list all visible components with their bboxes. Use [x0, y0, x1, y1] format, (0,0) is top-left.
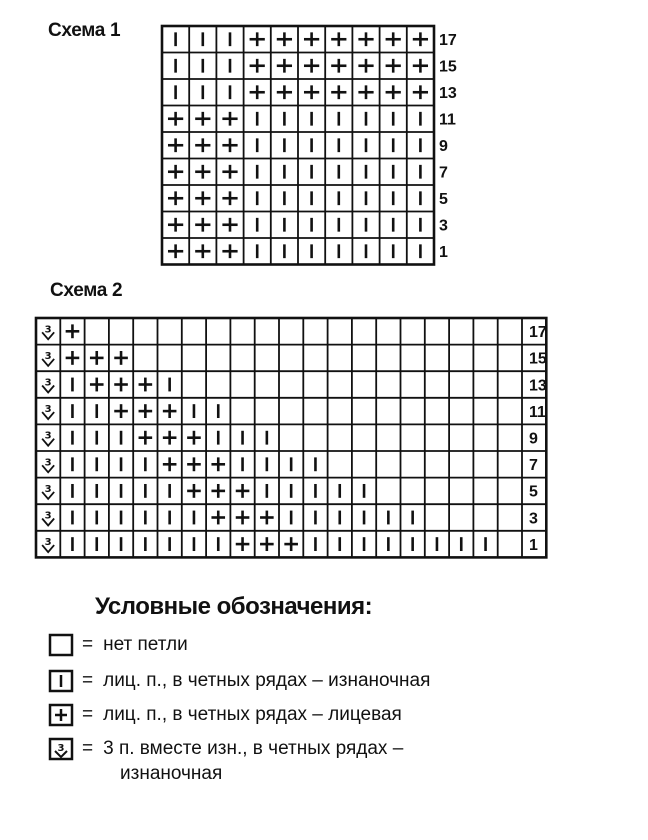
plus-stitch-mark	[331, 32, 346, 46]
row-number-label: 3	[439, 217, 448, 235]
scheme-2-grid	[36, 318, 547, 557]
plus-stitch-mark	[413, 59, 428, 73]
svg-text:3: 3	[44, 350, 52, 362]
legend-text: 3 п. вместе изн., в четных рядах –	[103, 738, 404, 759]
legend-text: нет петли	[103, 634, 188, 655]
plus-stitch-mark	[168, 112, 183, 126]
row-number-label: 15	[529, 350, 547, 368]
plus-stitch-mark	[236, 511, 250, 525]
three-together-mark	[42, 537, 54, 552]
row-number-label: 5	[529, 483, 538, 501]
plus-stitch-mark	[304, 59, 319, 73]
plus-stitch-mark	[236, 484, 250, 498]
plus-stitch-mark	[195, 138, 210, 152]
svg-text:3: 3	[44, 483, 52, 495]
plus-stitch-mark	[195, 112, 210, 126]
plus-stitch-mark	[211, 457, 225, 471]
empty-cell-icon	[48, 633, 74, 657]
plus-stitch-mark	[236, 537, 250, 551]
row-number-label: 1	[529, 536, 538, 554]
plus-stitch-mark	[66, 351, 80, 365]
plus-stitch-mark	[331, 85, 346, 99]
plus-stitch-mark	[222, 218, 237, 232]
svg-text:3: 3	[44, 404, 52, 416]
svg-text:3: 3	[44, 457, 52, 469]
plus-stitch-mark	[187, 431, 201, 445]
plus-stitch-mark	[331, 59, 346, 73]
plus-stitch-mark	[386, 59, 401, 73]
legend-text: лиц. п., в четных рядах – изнаночная	[103, 670, 431, 691]
legend-item-knit	[48, 666, 430, 696]
plus-stitch-mark	[358, 85, 373, 99]
plus-stitch-mark	[211, 511, 225, 525]
plus-stitch-mark	[187, 457, 201, 471]
plus-stitch-mark	[195, 165, 210, 179]
legend-equals: =	[82, 670, 94, 691]
plus-stitch-mark	[358, 32, 373, 46]
plus-stitch-mark	[163, 431, 177, 445]
plus-stitch-mark	[114, 378, 128, 392]
plus-stitch-mark	[304, 85, 319, 99]
plus-stitch-mark	[139, 378, 153, 392]
scheme-2-title: Схема 2	[50, 280, 123, 301]
plus-stitch-mark	[66, 324, 80, 338]
scheme-1-title: Схема 1	[48, 20, 121, 41]
plus-stitch-mark	[304, 32, 319, 46]
legend-item-purl-face	[48, 700, 402, 730]
plus-stitch-mark	[195, 218, 210, 232]
legend-equals: =	[82, 634, 94, 655]
svg-text:3: 3	[44, 377, 52, 389]
plus-stitch-mark	[222, 112, 237, 126]
three-together-mark	[42, 431, 54, 446]
plus-stitch-mark	[277, 59, 292, 73]
three-together-mark	[42, 484, 54, 499]
plus-stitch-mark	[168, 165, 183, 179]
plus-stitch-mark	[195, 244, 210, 258]
plus-stitch-mark	[163, 404, 177, 418]
plus-stitch-mark	[139, 431, 153, 445]
row-number-label: 11	[529, 403, 546, 421]
plus-stitch-mark	[90, 378, 104, 392]
plus-stitch-mark	[114, 351, 128, 365]
legend-item-three-together	[48, 734, 403, 764]
plus-stitch-mark	[222, 244, 237, 258]
legend-text-continuation: изнаночная	[120, 763, 223, 784]
plus-stitch-icon	[48, 703, 74, 727]
svg-text:3: 3	[44, 430, 52, 442]
three-together-mark	[42, 404, 54, 419]
plus-stitch-mark	[187, 484, 201, 498]
legend-item-no-stitch	[48, 630, 188, 660]
legend-title: Условные обозначения:	[95, 593, 373, 620]
three-together-mark	[42, 511, 54, 526]
knit-stitch-icon	[48, 669, 74, 693]
plus-stitch-mark	[139, 404, 153, 418]
row-number-label: 3	[529, 510, 538, 528]
plus-stitch-mark	[250, 59, 265, 73]
plus-stitch-mark	[260, 537, 274, 551]
svg-text:3: 3	[44, 537, 52, 549]
scheme-1-grid	[162, 26, 457, 265]
plus-stitch-mark	[358, 59, 373, 73]
three-together-mark	[42, 378, 54, 393]
row-number-label: 7	[529, 457, 538, 475]
row-number-label: 9	[439, 138, 448, 156]
plus-stitch-mark	[277, 85, 292, 99]
plus-stitch-mark	[250, 32, 265, 46]
plus-stitch-mark	[284, 537, 298, 551]
plus-stitch-mark	[386, 32, 401, 46]
plus-stitch-mark	[413, 85, 428, 99]
plus-stitch-mark	[195, 191, 210, 205]
row-number-label: 17	[529, 324, 547, 342]
three-together-mark	[42, 324, 54, 339]
row-number-label: 15	[439, 58, 457, 76]
plus-stitch-mark	[168, 218, 183, 232]
svg-text:3: 3	[44, 324, 52, 336]
row-number-label: 13	[529, 377, 547, 395]
plus-stitch-mark	[90, 351, 104, 365]
plus-stitch-mark	[211, 484, 225, 498]
row-number-label: 9	[529, 430, 538, 448]
legend-equals: =	[82, 704, 94, 725]
plus-stitch-mark	[413, 32, 428, 46]
three-together-icon	[48, 737, 74, 761]
plus-stitch-mark	[222, 191, 237, 205]
row-number-label: 7	[439, 164, 448, 182]
plus-stitch-mark	[114, 404, 128, 418]
plus-stitch-mark	[168, 191, 183, 205]
legend-equals: =	[82, 738, 94, 759]
svg-text:3: 3	[44, 510, 52, 522]
row-number-label: 1	[439, 244, 448, 262]
row-number-label: 17	[439, 32, 457, 50]
plus-stitch-mark	[168, 244, 183, 258]
row-number-label: 5	[439, 191, 448, 209]
three-together-mark	[42, 457, 54, 472]
plus-stitch-mark	[163, 457, 177, 471]
legend-text: лиц. п., в четных рядах – лицевая	[103, 704, 402, 725]
plus-stitch-mark	[260, 511, 274, 525]
three-together-mark	[42, 351, 54, 366]
svg-text:3: 3	[57, 743, 65, 754]
plus-stitch-mark	[250, 85, 265, 99]
plus-stitch-mark	[222, 165, 237, 179]
row-number-label: 11	[439, 111, 456, 129]
plus-stitch-mark	[277, 32, 292, 46]
plus-stitch-mark	[168, 138, 183, 152]
plus-stitch-mark	[222, 138, 237, 152]
row-number-label: 13	[439, 85, 457, 103]
plus-stitch-mark	[386, 85, 401, 99]
